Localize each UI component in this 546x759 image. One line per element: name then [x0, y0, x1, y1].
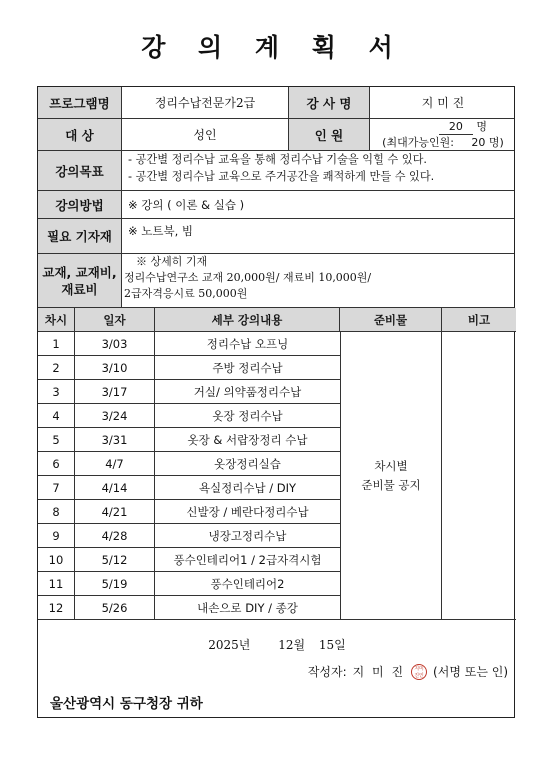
content-cell: 욕실정리수납 / DIY [198, 480, 297, 495]
header-note: 비고 [442, 308, 516, 331]
schedule-row [38, 452, 340, 476]
materials-line: 2급자격응시료 50,000원 [124, 287, 248, 300]
date-cell: 4/28 [75, 524, 155, 547]
author-label: 작성자: [307, 665, 347, 679]
capacity-unit: 명 [476, 120, 488, 133]
content-cell: 옷장정리실습 [214, 456, 281, 471]
header-session: 차시 [38, 308, 75, 331]
schedule-row [38, 572, 340, 596]
schedule-header [38, 308, 516, 332]
session-cell: 12 [38, 596, 75, 620]
goal-line: - 공간별 정리수납 교육으로 주거공간을 쾌적하게 만들 수 있다. [128, 170, 435, 183]
target-value: 성인 [193, 128, 217, 142]
schedule-row [38, 500, 340, 524]
session-cell: 11 [38, 572, 75, 595]
materials-label-line: 재료비 [61, 281, 98, 297]
content-cell: 정리수납 오프닝 [206, 336, 289, 351]
target-label: 대 상 [38, 119, 122, 150]
session-cell: 4 [38, 404, 75, 427]
session-cell: 10 [38, 548, 75, 571]
materials-value [122, 254, 516, 307]
content-cell: 풍수인테리어2 [210, 576, 285, 591]
schedule-row [38, 596, 340, 620]
program-label: 프로그램명 [38, 87, 122, 118]
date-cell: 4/14 [75, 476, 155, 499]
equipment-value: ※ 노트북, 빔 [128, 224, 194, 238]
date-line [38, 636, 516, 653]
date-cell: 4/7 [75, 452, 155, 475]
header-date: 일자 [75, 308, 155, 331]
note-cell [442, 332, 516, 620]
session-cell: 8 [38, 500, 75, 523]
capacity-max-count: 20 [471, 136, 486, 149]
materials-row [38, 254, 514, 308]
instructor-value: 지 미 진 [421, 96, 465, 110]
schedule-row [38, 356, 340, 380]
date-cell: 4/21 [75, 500, 155, 523]
schedule-row [38, 548, 340, 572]
materials-line: ※ 상세히 기재 [136, 255, 208, 268]
session-cell: 9 [38, 524, 75, 547]
materials-label-line: 교재, 교재비, [42, 264, 117, 280]
header-prep: 준비물 [340, 308, 442, 331]
materials-label [38, 254, 122, 307]
target-row [38, 119, 514, 151]
program-row [38, 87, 514, 119]
header-content: 세부 강의내용 [155, 308, 340, 331]
date-cell: 5/26 [75, 596, 155, 620]
schedule-row [38, 332, 340, 356]
program-value: 정리수납전문가2급 [154, 96, 256, 110]
seal-stamp: 지미 진인 [411, 664, 427, 680]
form-table [37, 86, 515, 718]
capacity-max-line [382, 135, 504, 150]
prep-line: 차시별 [374, 459, 408, 473]
session-cell: 2 [38, 356, 75, 379]
capacity-max-unit: 명) [488, 136, 504, 149]
capacity-count-line [399, 119, 487, 135]
recipient: 울산광역시 동구청장 귀하 [50, 696, 203, 712]
instructor-label: 강 사 명 [288, 87, 370, 118]
author-name: 지 미 진 [352, 665, 406, 679]
goal-line: - 공간별 정리수납 교육을 통해 정리수납 기술을 익힐 수 있다. [128, 153, 427, 166]
date-cell: 3/31 [75, 428, 155, 451]
goals-value [122, 151, 516, 190]
date-cell: 3/24 [75, 404, 155, 427]
capacity-label: 인 원 [288, 119, 370, 150]
session-cell: 6 [38, 452, 75, 475]
equipment-label: 필요 기자재 [38, 219, 122, 253]
prep-cell [340, 332, 442, 620]
schedule-row [38, 476, 340, 500]
goals-label: 강의목표 [38, 151, 122, 190]
content-cell: 풍수인테리어1 / 2급자격시험 [173, 552, 322, 567]
author-line [308, 663, 508, 680]
schedule-body [38, 332, 340, 620]
content-cell: 옷장 & 서랍장정리 수납 [187, 432, 308, 447]
capacity-value [370, 119, 516, 150]
prep-line: 준비물 공지 [361, 478, 421, 492]
session-cell: 5 [38, 428, 75, 451]
content-cell: 신발장 / 베란다정리수납 [186, 504, 309, 519]
date-cell: 3/10 [75, 356, 155, 379]
session-cell: 1 [38, 332, 75, 355]
content-cell: 주방 정리수납 [212, 360, 283, 375]
content-cell: 냉장고정리수납 [208, 528, 287, 543]
content-cell: 거실/ 의약품정리수납 [193, 384, 302, 399]
date-cell: 3/03 [75, 332, 155, 355]
date-cell: 5/19 [75, 572, 155, 595]
schedule-row [38, 524, 340, 548]
date-cell: 3/17 [75, 380, 155, 403]
schedule-row [38, 404, 340, 428]
capacity-count: 20 [439, 119, 473, 135]
method-value: ※ 강의 ( 이론 & 실습 ) [128, 197, 245, 212]
document-title: 강 의 계 획 서 [141, 33, 405, 62]
date-month: 12월 [278, 638, 306, 652]
capacity-max-text: (최대가능인원: [382, 136, 454, 149]
date-year: 2025년 [208, 638, 251, 652]
session-cell: 3 [38, 380, 75, 403]
method-label: 강의방법 [38, 191, 122, 218]
date-cell: 5/12 [75, 548, 155, 571]
sign-note: (서명 또는 인) [433, 665, 508, 679]
content-cell: 내손으로 DIY / 종강 [197, 601, 298, 615]
schedule-table [38, 308, 516, 620]
date-day: 15일 [318, 638, 346, 652]
method-row [38, 191, 514, 219]
session-cell: 7 [38, 476, 75, 499]
equipment-row [38, 219, 514, 254]
content-cell: 옷장 정리수납 [212, 408, 283, 423]
goals-row [38, 151, 514, 191]
schedule-row [38, 380, 340, 404]
materials-line: 정리수납연구소 교재 20,000원/ 재료비 10,000원/ [124, 271, 372, 284]
schedule-row [38, 428, 340, 452]
